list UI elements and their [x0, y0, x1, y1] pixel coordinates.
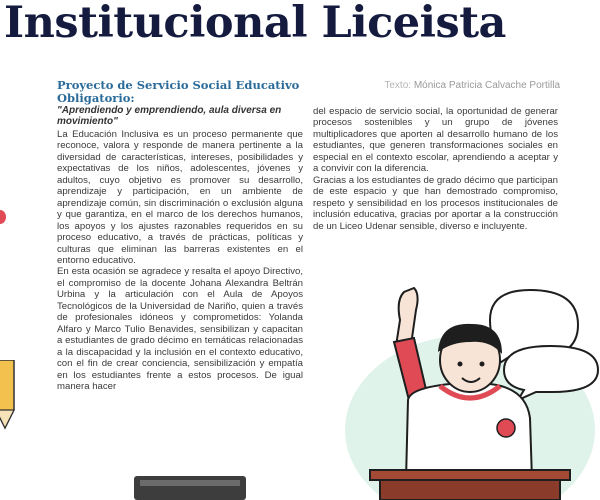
- body-paragraph: Gracias a los estudiantes de grado décimo que participan de este espacio y que han demostrado compromiso, respeto y sensibilidad en los procesos institucionales de inclusión educativa, gracias por aportar a la construcción de un Liceo Udenar sensible, diverso e incluyente.: [313, 174, 558, 232]
- student-raising-hand-illustration: [340, 280, 600, 500]
- byline: [384, 80, 560, 91]
- article-subtitle: "Aprendiendo y emprendiendo, aula diversa en movimiento": [57, 105, 282, 127]
- article-left-column: [57, 79, 303, 392]
- byline-label: Texto:: [384, 80, 412, 91]
- body-paragraph: del espacio de servicio social, la oportunidad de generar procesos sostenibles y un grupo de jóvenes multiplicadores que aporten al desarrollo humano de los estudiantes, que generen transformaciones sociales en especial en el contexto escolar, aprendiendo a aceptar y a convivir con la diferencia.: [313, 106, 558, 175]
- pencil-illustration: [0, 360, 18, 430]
- byline-author: Mónica Patricia Calvache Portilla: [413, 80, 560, 91]
- publication-title: Institucional Liceista: [4, 0, 506, 48]
- book-illustration: [130, 470, 250, 500]
- section-title: Proyecto de Servicio Social Educativo Obligatorio:: [57, 78, 300, 105]
- article-right-column: [313, 106, 558, 232]
- decorative-dot: [0, 210, 6, 224]
- masthead: [0, 0, 600, 54]
- body-paragraph: La Educación Inclusiva es un proceso permanente que reconoce, valora y responde de manera pertinente a la diversidad de características, intereses, posibilidades y expectativas de los niños, adolescentes, jóvenes y adultos, cuyo objetivo es promover su desarrollo, aprendizaje y participación, en un ambiente de aprendizaje común, sin discriminación o exclusión alguna y que garantiza, en el marco de los derechos humanos, los apoyos y los ajustes razonables requeridos en su proceso educativo, a través de prácticas, políticas y culturas que eliminan las barreras existentes en el entorno educativo.: [57, 129, 303, 266]
- body-paragraph: En esta ocasión se agradece y resalta el apoyo Directivo, el compromiso de la docente Johana Alexandra Beltrán Urbina y la articulación con el Aula de Apoyos Tecnológicos de la Universidad de Nariño, quien a través de profesionales idóneos y comprometidos: Yolanda Alfaro y Marco Tulio Benavides, sensibilizan y capacitan a estudiantes de grado décimo en temáticas relacionadas a la discapacidad y la inclusión en el contexto educativo, con el fin de crear conciencia, sensibilización y empatía en los estudiantes frente a estos procesos. De igual manera hacer: [57, 266, 303, 392]
